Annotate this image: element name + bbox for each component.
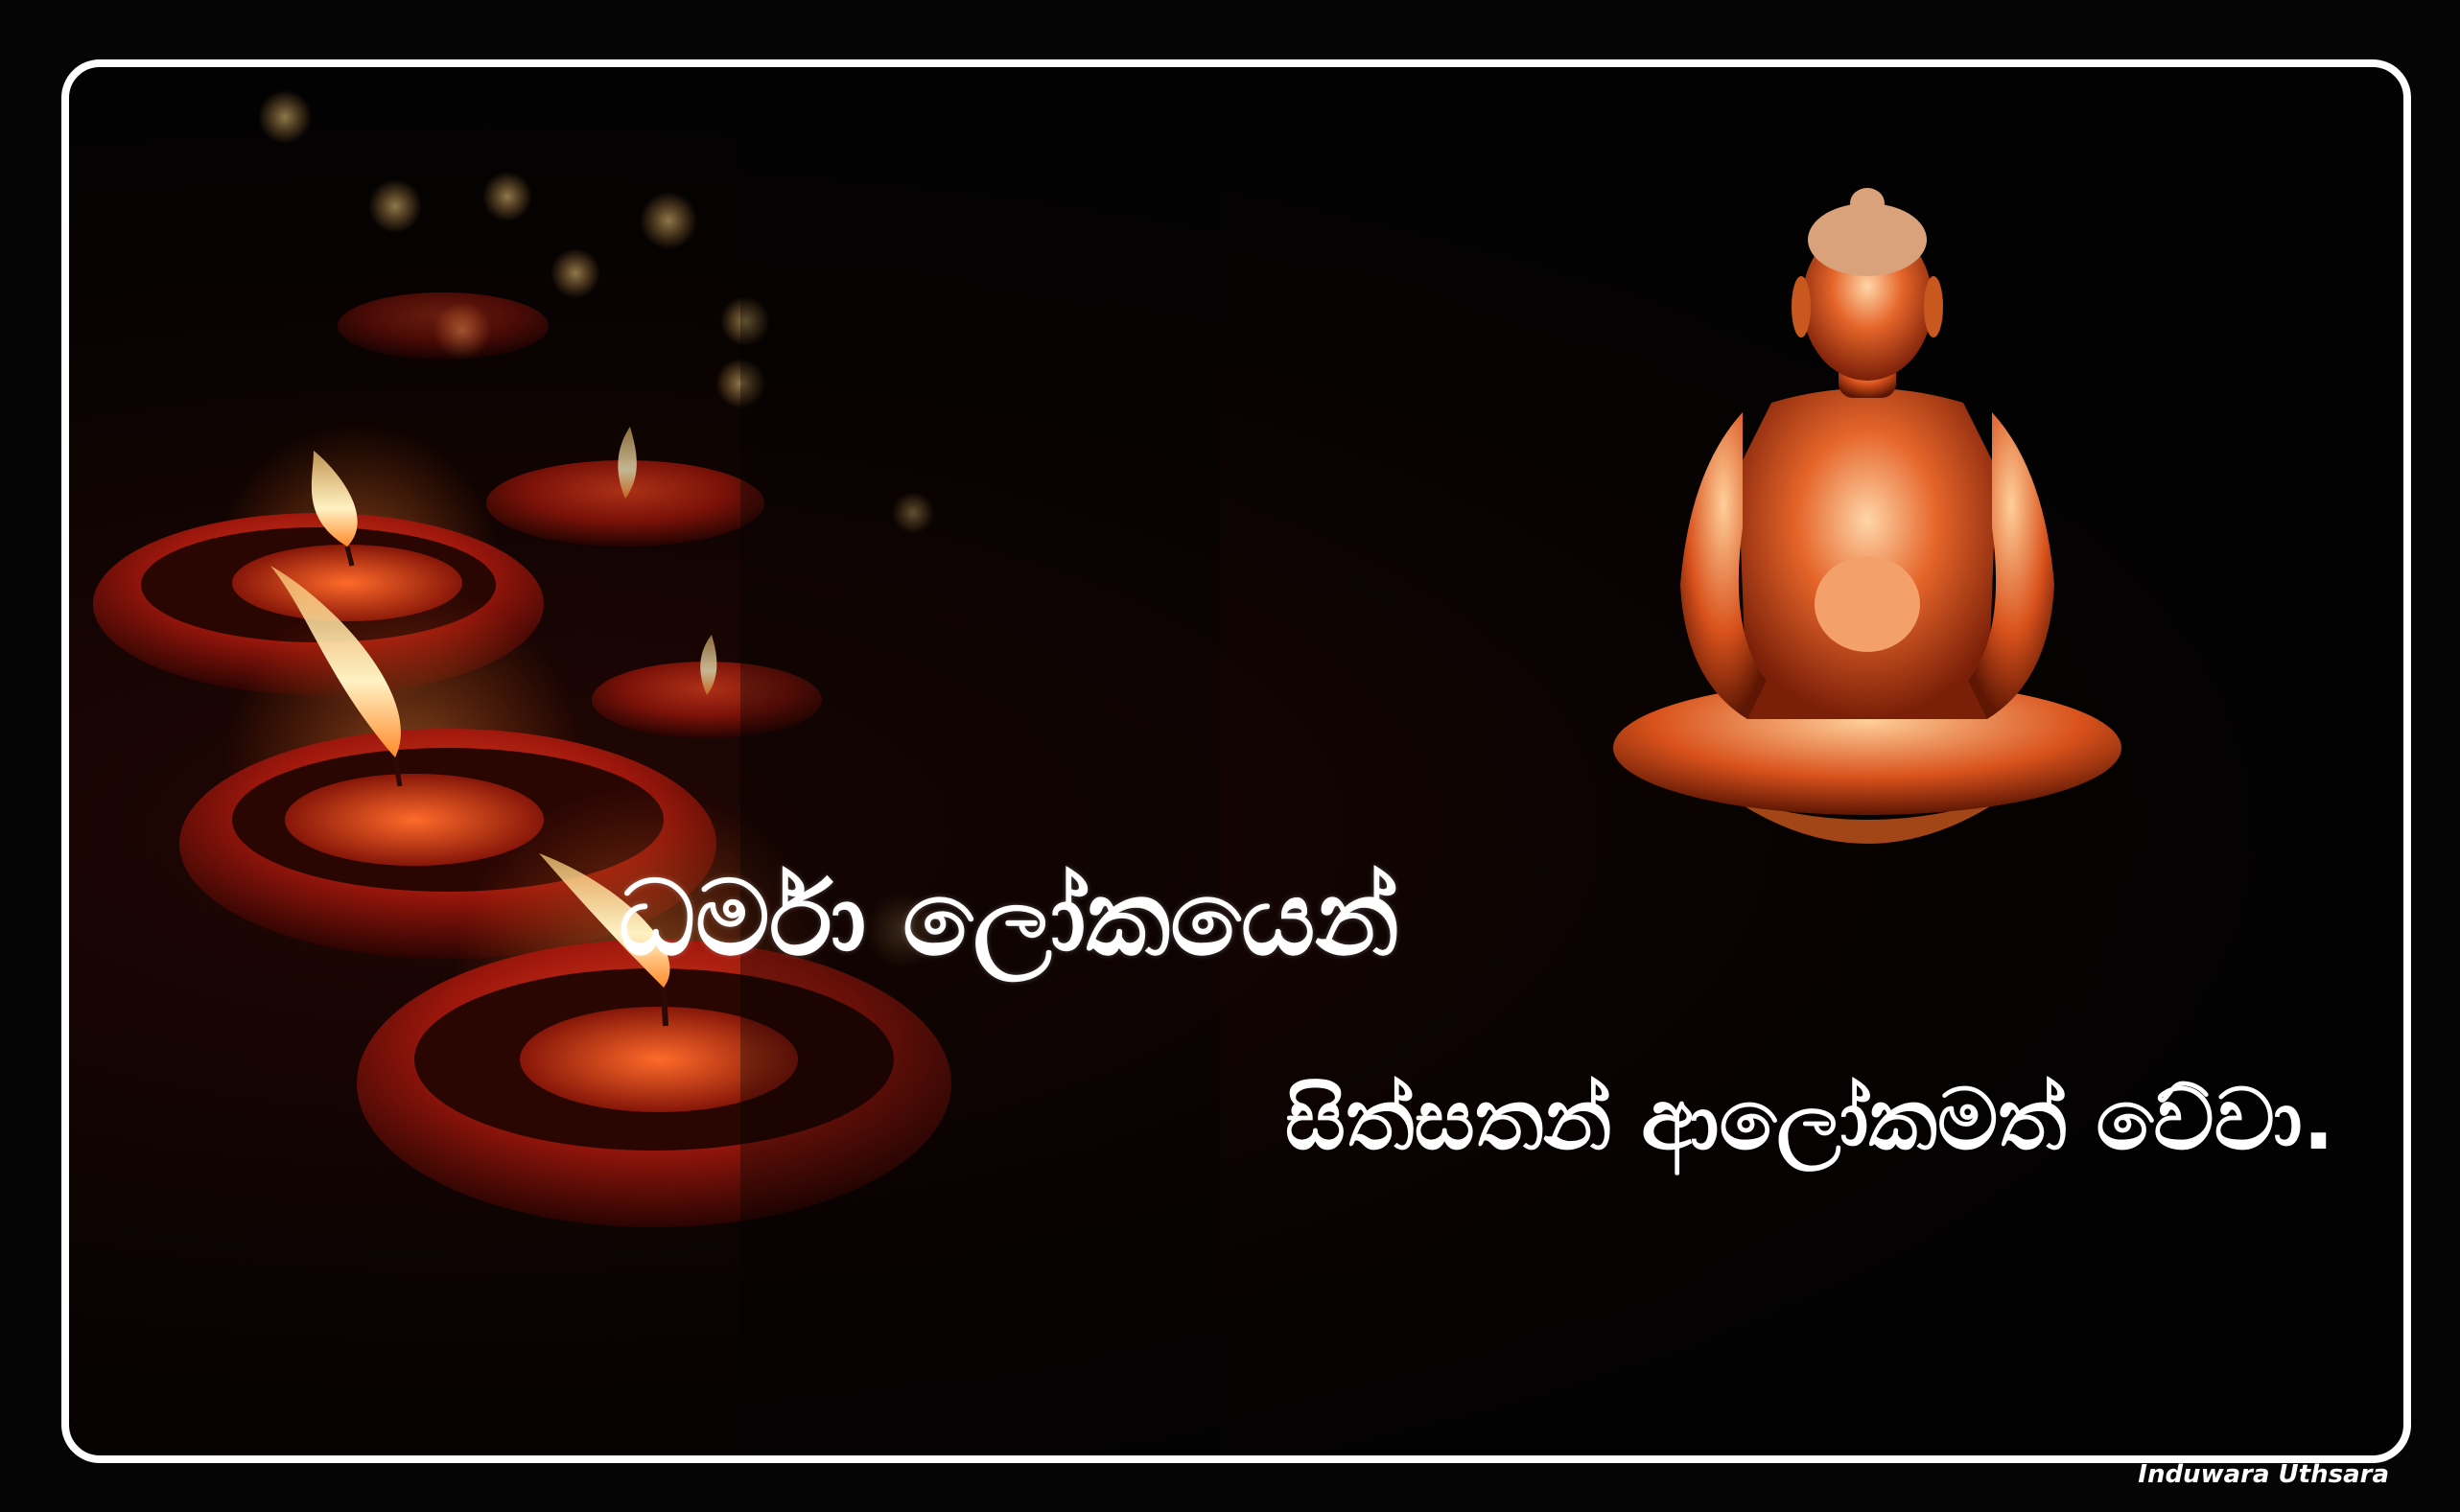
greeting-subline: සිත්සතන් ආලෝකමත් වේවා. (1284, 1070, 2335, 1169)
author-credit: Induwara Uthsara (2138, 1460, 2389, 1489)
oil-lamps-illustration (69, 67, 1220, 1455)
buddha-statue (1575, 182, 2160, 892)
greeting-headline: ධර්මා ලෝකයෙන් (618, 859, 1400, 979)
greeting-card (61, 59, 2411, 1463)
